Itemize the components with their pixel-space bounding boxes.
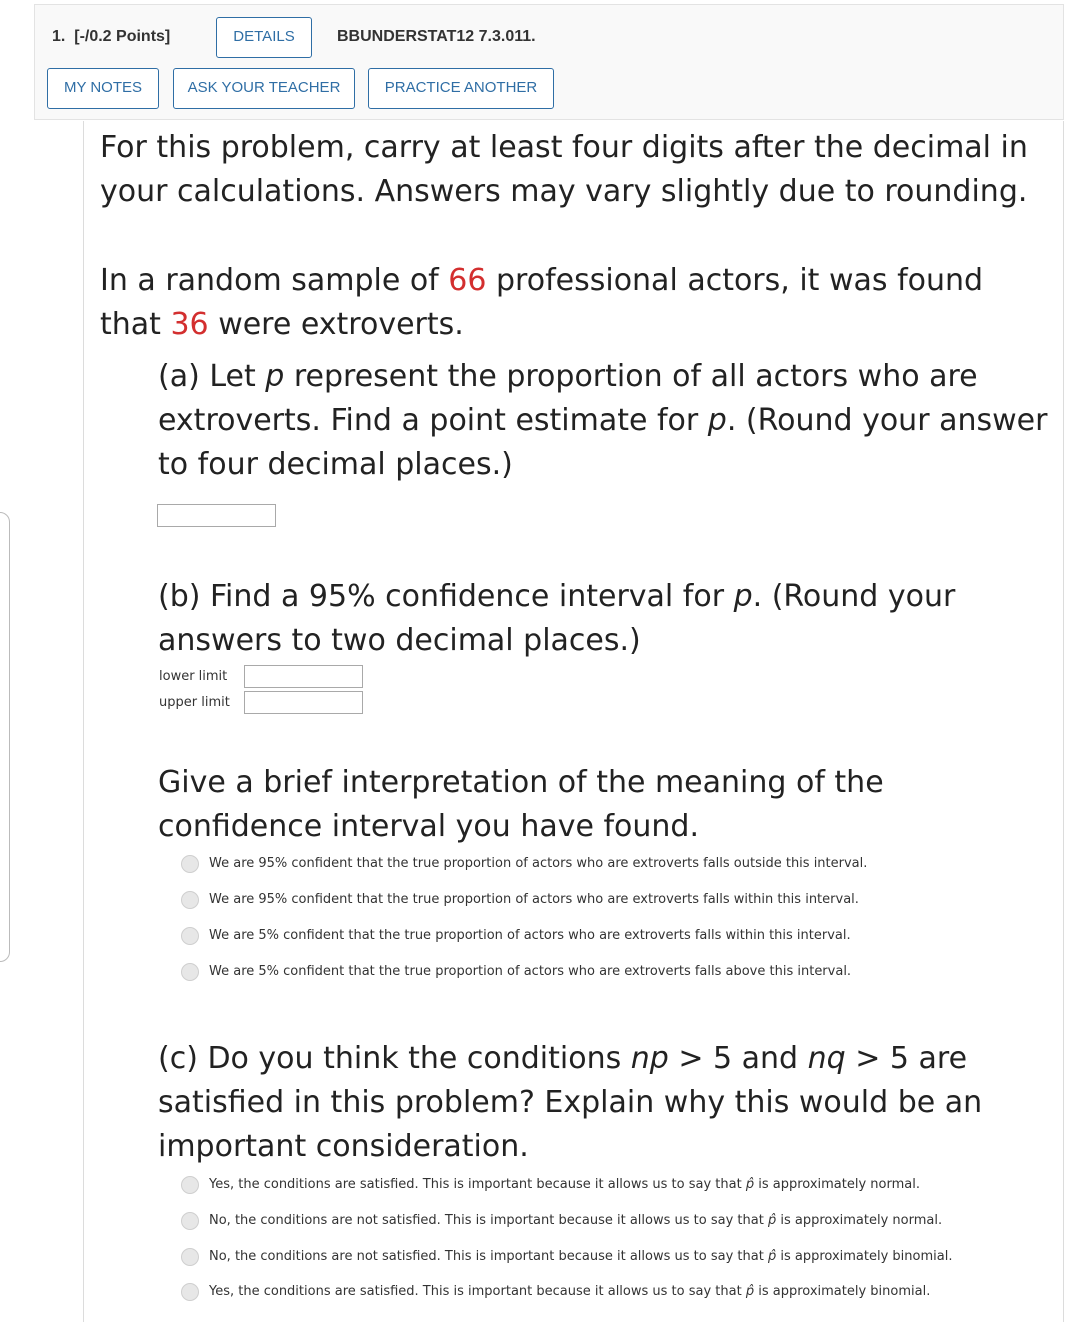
- ask-teacher-button[interactable]: ASK YOUR TEACHER: [173, 68, 355, 109]
- radio-button[interactable]: [181, 1176, 199, 1194]
- points-label: [-/0.2 Points]: [74, 28, 171, 45]
- p-hat-symbol: p̂: [767, 1213, 777, 1228]
- radio-button[interactable]: [181, 855, 199, 873]
- question-code: BBUNDERSTAT12 7.3.011.: [337, 28, 536, 45]
- scenario-line-1: In a random sample of 66 professional actors, it was found: [100, 263, 984, 298]
- side-scroll-bracket: [0, 512, 10, 962]
- radio-button[interactable]: [181, 1248, 199, 1266]
- lower-limit-label: lower limit: [159, 669, 228, 684]
- p-hat-symbol: p̂: [767, 1249, 777, 1264]
- part-b-line-1: (b) Find a 95% confidence interval for p. (Round your: [158, 579, 956, 614]
- radio-button[interactable]: [181, 891, 199, 909]
- radio-button[interactable]: [181, 927, 199, 945]
- interpretation-line-1: Give a brief interpretation of the meaning of the: [158, 765, 884, 800]
- sample-size: 66: [448, 263, 487, 298]
- scenario-line-2: that 36 were extroverts.: [100, 307, 464, 342]
- part-c-line-3: important consideration.: [158, 1129, 529, 1164]
- part-a-line-3: to four decimal places.): [158, 447, 513, 482]
- intro-line-2: your calculations. Answers may vary slightly due to rounding.: [100, 174, 1028, 209]
- part-a-line-2: extroverts. Find a point estimate for p. (Round your answer: [158, 403, 1048, 438]
- my-notes-button[interactable]: MY NOTES: [47, 68, 159, 109]
- radio-button[interactable]: [181, 1212, 199, 1230]
- lower-limit-input[interactable]: [244, 665, 363, 688]
- details-button[interactable]: DETAILS: [216, 17, 312, 58]
- upper-limit-label: upper limit: [159, 695, 230, 710]
- part-c-line-1: (c) Do you think the conditions np > 5 and nq > 5 are: [158, 1041, 968, 1076]
- part-a-line-1: (a) Let p represent the proportion of all actors who are: [158, 359, 978, 394]
- interpretation-line-2: confidence interval you have found.: [158, 809, 699, 844]
- radio-button[interactable]: [181, 963, 199, 981]
- upper-limit-input[interactable]: [244, 691, 363, 714]
- part-c-line-2: satisfied in this problem? Explain why this would be an: [158, 1085, 983, 1120]
- extrovert-count: 36: [170, 307, 209, 342]
- practice-another-button[interactable]: PRACTICE ANOTHER: [368, 68, 554, 109]
- radio-button[interactable]: [181, 1283, 199, 1301]
- p-hat-symbol: p̂: [745, 1177, 755, 1192]
- question-header: [34, 4, 1064, 120]
- p-hat-symbol: p̂: [745, 1284, 755, 1299]
- question-number: 1. [-/0.2 Points]: [52, 28, 171, 45]
- part-b-line-2: answers to two decimal places.): [158, 623, 641, 658]
- intro-line-1: For this problem, carry at least four digits after the decimal in: [100, 130, 1028, 165]
- point-estimate-input[interactable]: [157, 504, 276, 527]
